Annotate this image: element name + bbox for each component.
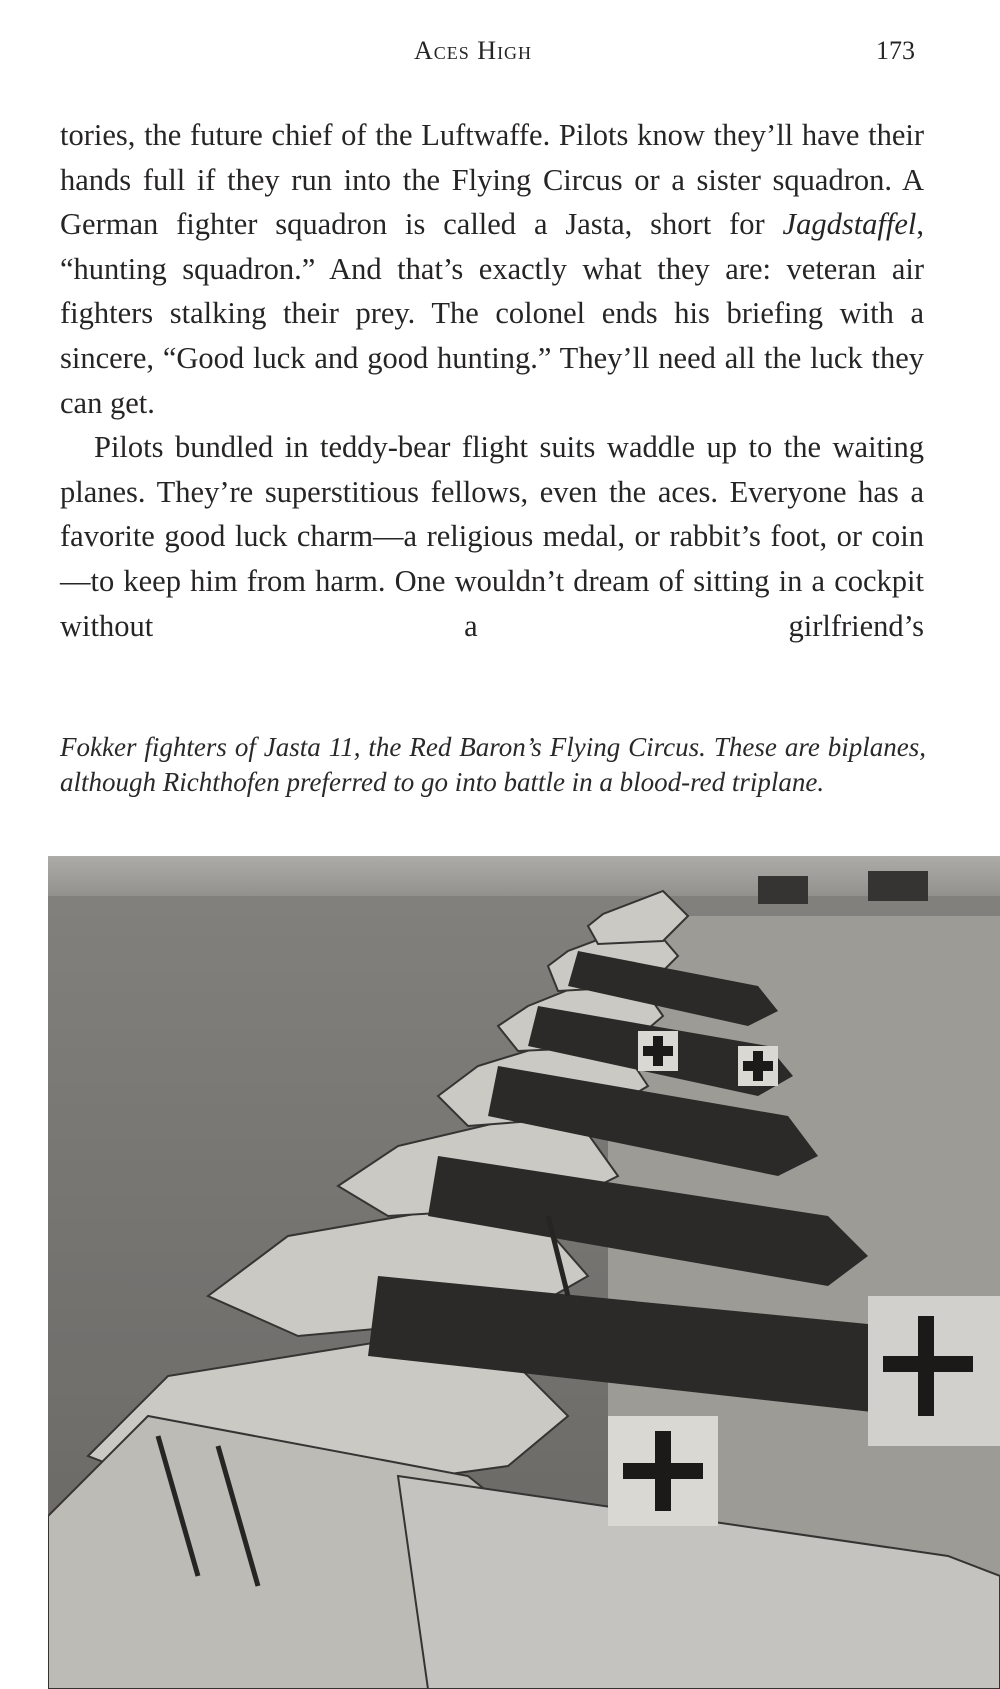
photo-grain (48, 856, 1000, 1689)
paragraph-1 (60, 113, 924, 425)
running-head-title: Aces High (414, 36, 533, 65)
running-head (0, 36, 1000, 70)
photo-illustration (48, 856, 1000, 1689)
paragraph-1-text-a: tories, the future chief of the Luftwaffe. Pilots know they’ll have their hands full if they run into the Flying Circus or a sister squadron. A German fighter squadron is called a Jasta, short for (60, 118, 924, 242)
paragraph-2: Pilots bundled in teddy-bear flight suits waddle up to the waiting planes. They’re superstitious fellows, even the aces. Everyone has a favorite good luck charm—a religious medal, or rabbit’s foot, or coin—to keep him from harm. One wouldn’t dream of sitting in a cockpit without a girlfriend’s (60, 430, 924, 643)
fokker-biplanes-photo (48, 856, 1000, 1689)
page-number: 173 (876, 36, 915, 65)
body-text (60, 113, 924, 648)
photo-caption: Fokker fighters of Jasta 11, the Red Baron’s Flying Circus. These are biplanes, although Richthofen preferred to go into battle in a blood-red triplane. (60, 732, 926, 797)
paragraph-1-text-b: , “hunting squadron.” And that’s exactly what they are: veteran air fighters stalking their prey. The colonel ends his briefing with a sincere, “Good luck and good hunting.” They’ll need all the luck they can get. (60, 207, 924, 420)
italic-term-jagdstaffel: Jagdstaffel (782, 207, 917, 242)
